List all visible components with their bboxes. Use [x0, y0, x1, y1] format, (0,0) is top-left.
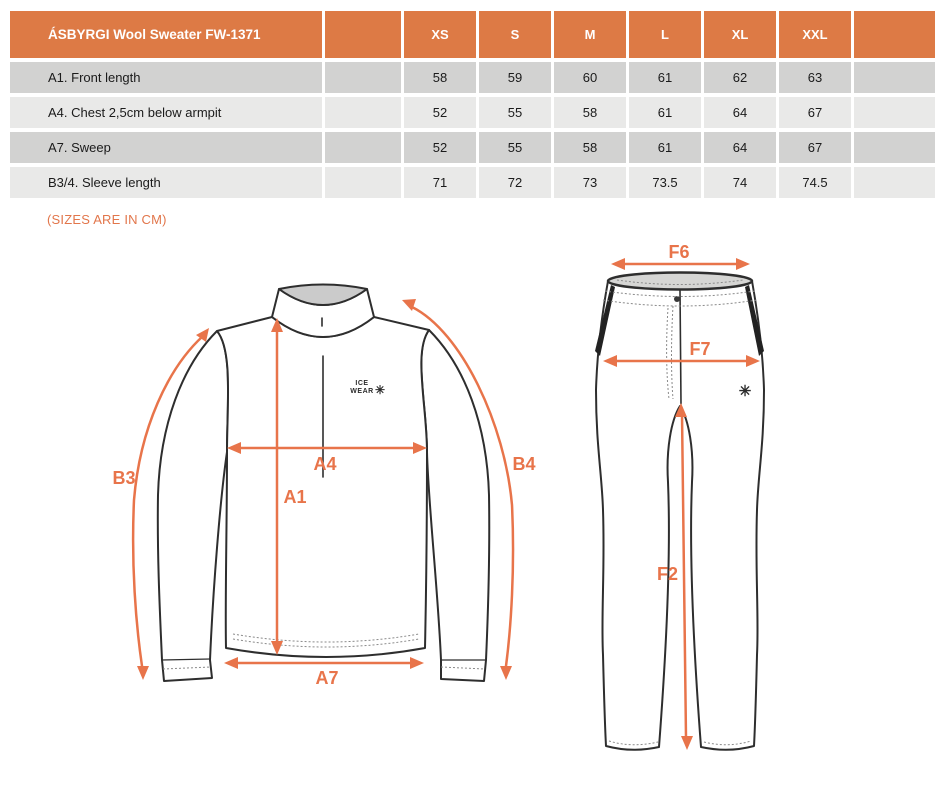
value-cell: 71 [404, 167, 476, 198]
value-cell: 61 [629, 62, 701, 93]
a4-label: A4 [313, 454, 337, 474]
value-cell: 74.5 [779, 167, 851, 198]
value-cell: 60 [554, 62, 626, 93]
f6-label: F6 [668, 242, 690, 262]
f7-label: F7 [689, 339, 711, 359]
value-cell: 63 [779, 62, 851, 93]
value-cell: 73 [554, 167, 626, 198]
value-cell: 74 [704, 167, 776, 198]
row-label: A7. Sweep [10, 132, 322, 163]
f2-label: F2 [656, 564, 678, 584]
spacer-cell [325, 97, 401, 128]
row-end-cell [854, 132, 935, 163]
spacer-cell [325, 132, 401, 163]
row-end-cell [854, 62, 935, 93]
a1-label: A1 [283, 487, 307, 507]
value-cell: 52 [404, 97, 476, 128]
row-label: A1. Front length [10, 62, 322, 93]
icewear-logo-line1: ICE [355, 380, 369, 387]
measurement-diagram [0, 240, 946, 785]
value-cell: 61 [629, 97, 701, 128]
size-col-header-xs: XS [404, 11, 476, 58]
pants-waist-opening [608, 273, 752, 290]
value-cell: 55 [479, 97, 551, 128]
row-end-cell [854, 167, 935, 198]
header-end-cell [854, 11, 935, 58]
value-cell: 55 [479, 132, 551, 163]
value-cell: 67 [779, 97, 851, 128]
b3-label: B3 [112, 468, 136, 488]
spacer-cell [325, 167, 401, 198]
value-cell: 52 [404, 132, 476, 163]
size-col-header-xl: XL [704, 11, 776, 58]
pants-drawing [595, 273, 764, 750]
a7-label: A7 [315, 668, 339, 688]
b4-label: B4 [512, 454, 536, 474]
pants-center-seam [680, 290, 681, 404]
value-cell: 64 [704, 132, 776, 163]
pants-snowflake-icon: ✳ [738, 383, 752, 400]
value-cell: 59 [479, 62, 551, 93]
size-table [10, 11, 935, 198]
value-cell: 58 [554, 132, 626, 163]
value-cell: 62 [704, 62, 776, 93]
size-col-header-xxl: XXL [779, 11, 851, 58]
row-label: A4. Chest 2,5cm below armpit [10, 97, 322, 128]
value-cell: 61 [629, 132, 701, 163]
row-end-cell [854, 97, 935, 128]
size-col-header-l: L [629, 11, 701, 58]
spacer-cell [325, 62, 401, 93]
header-spacer-cell [325, 11, 401, 58]
value-cell: 64 [704, 97, 776, 128]
size-col-header-s: S [479, 11, 551, 58]
sweater-drawing [158, 285, 489, 682]
value-cell: 72 [479, 167, 551, 198]
value-cell: 58 [404, 62, 476, 93]
size-col-header-m: M [554, 11, 626, 58]
value-cell: 73.5 [629, 167, 701, 198]
value-cell: 58 [554, 97, 626, 128]
table-title: ÁSBYRGI Wool Sweater FW-1371 [10, 11, 322, 58]
sizes-unit-note: (SIZES ARE IN CM) [47, 212, 167, 227]
row-label: B3/4. Sleeve length [10, 167, 322, 198]
snowflake-icon: ✳ [374, 383, 386, 397]
sweater-right-sleeve [421, 330, 489, 681]
icewear-logo-line2: WEAR [350, 388, 374, 395]
value-cell: 67 [779, 132, 851, 163]
icewear-logo [350, 380, 385, 397]
